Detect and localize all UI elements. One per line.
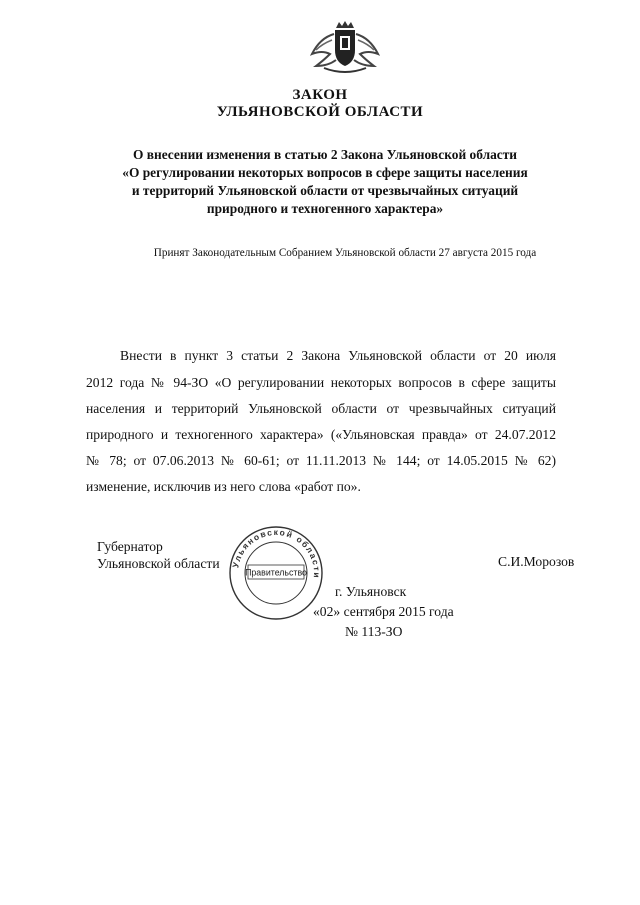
body-line-3: населения и территорий Ульяновской области от чрезвычайных ситуаций xyxy=(86,401,556,416)
body-line-2: 2012 года № 94-ЗО «О регулировании некоторых вопросов в сфере защиты xyxy=(86,375,556,390)
seal-center-text: Правительство xyxy=(245,567,307,578)
law-title: ЗАКОН xyxy=(292,87,348,103)
body-line-4: природного и техногенного характера» («Ульяновская правда» от 24.07.2012 xyxy=(86,427,556,442)
adoption-note: Принят Законодательным Собранием Ульяновской области 27 августа 2015 года xyxy=(153,247,537,259)
law-number: № 113-ЗО xyxy=(345,624,403,639)
seal-stamp-icon xyxy=(226,523,326,623)
signatory-name: С.И.Морозов xyxy=(498,554,575,569)
law-heading-line-2: «О регулировании некоторых вопросов в сфере защиты населения xyxy=(122,165,528,180)
law-heading-line-1: О внесении изменения в статью 2 Закона Ульяновской области xyxy=(132,147,518,162)
law-heading-line-3: и территорий Ульяновской области от чрезвычайных ситуаций xyxy=(131,183,519,198)
body-line-1: Внести в пункт 3 статьи 2 Закона Ульяновской области от 20 июля xyxy=(120,348,556,363)
signatory-position: Губернатор xyxy=(97,539,163,554)
law-region-title: УЛЬЯНОВСКОЙ ОБЛАСТИ xyxy=(216,104,424,120)
body-line-5: № 78; от 07.06.2013 № 60-61; от 11.11.2013 № 144; от 14.05.2015 № 62) xyxy=(86,453,556,468)
body-line-6: изменение, исключив из него слова «работ по». xyxy=(86,479,361,494)
coat-of-arms-icon xyxy=(306,20,384,76)
law-date: «02» сентября 2015 года xyxy=(313,604,454,619)
law-heading-line-4: природного и техногенного характера» xyxy=(206,201,444,216)
seal-ring-text: Ульяновской области xyxy=(230,526,323,580)
place-city: г. Ульяновск xyxy=(335,584,407,599)
signatory-region: Ульяновской области xyxy=(97,556,220,571)
